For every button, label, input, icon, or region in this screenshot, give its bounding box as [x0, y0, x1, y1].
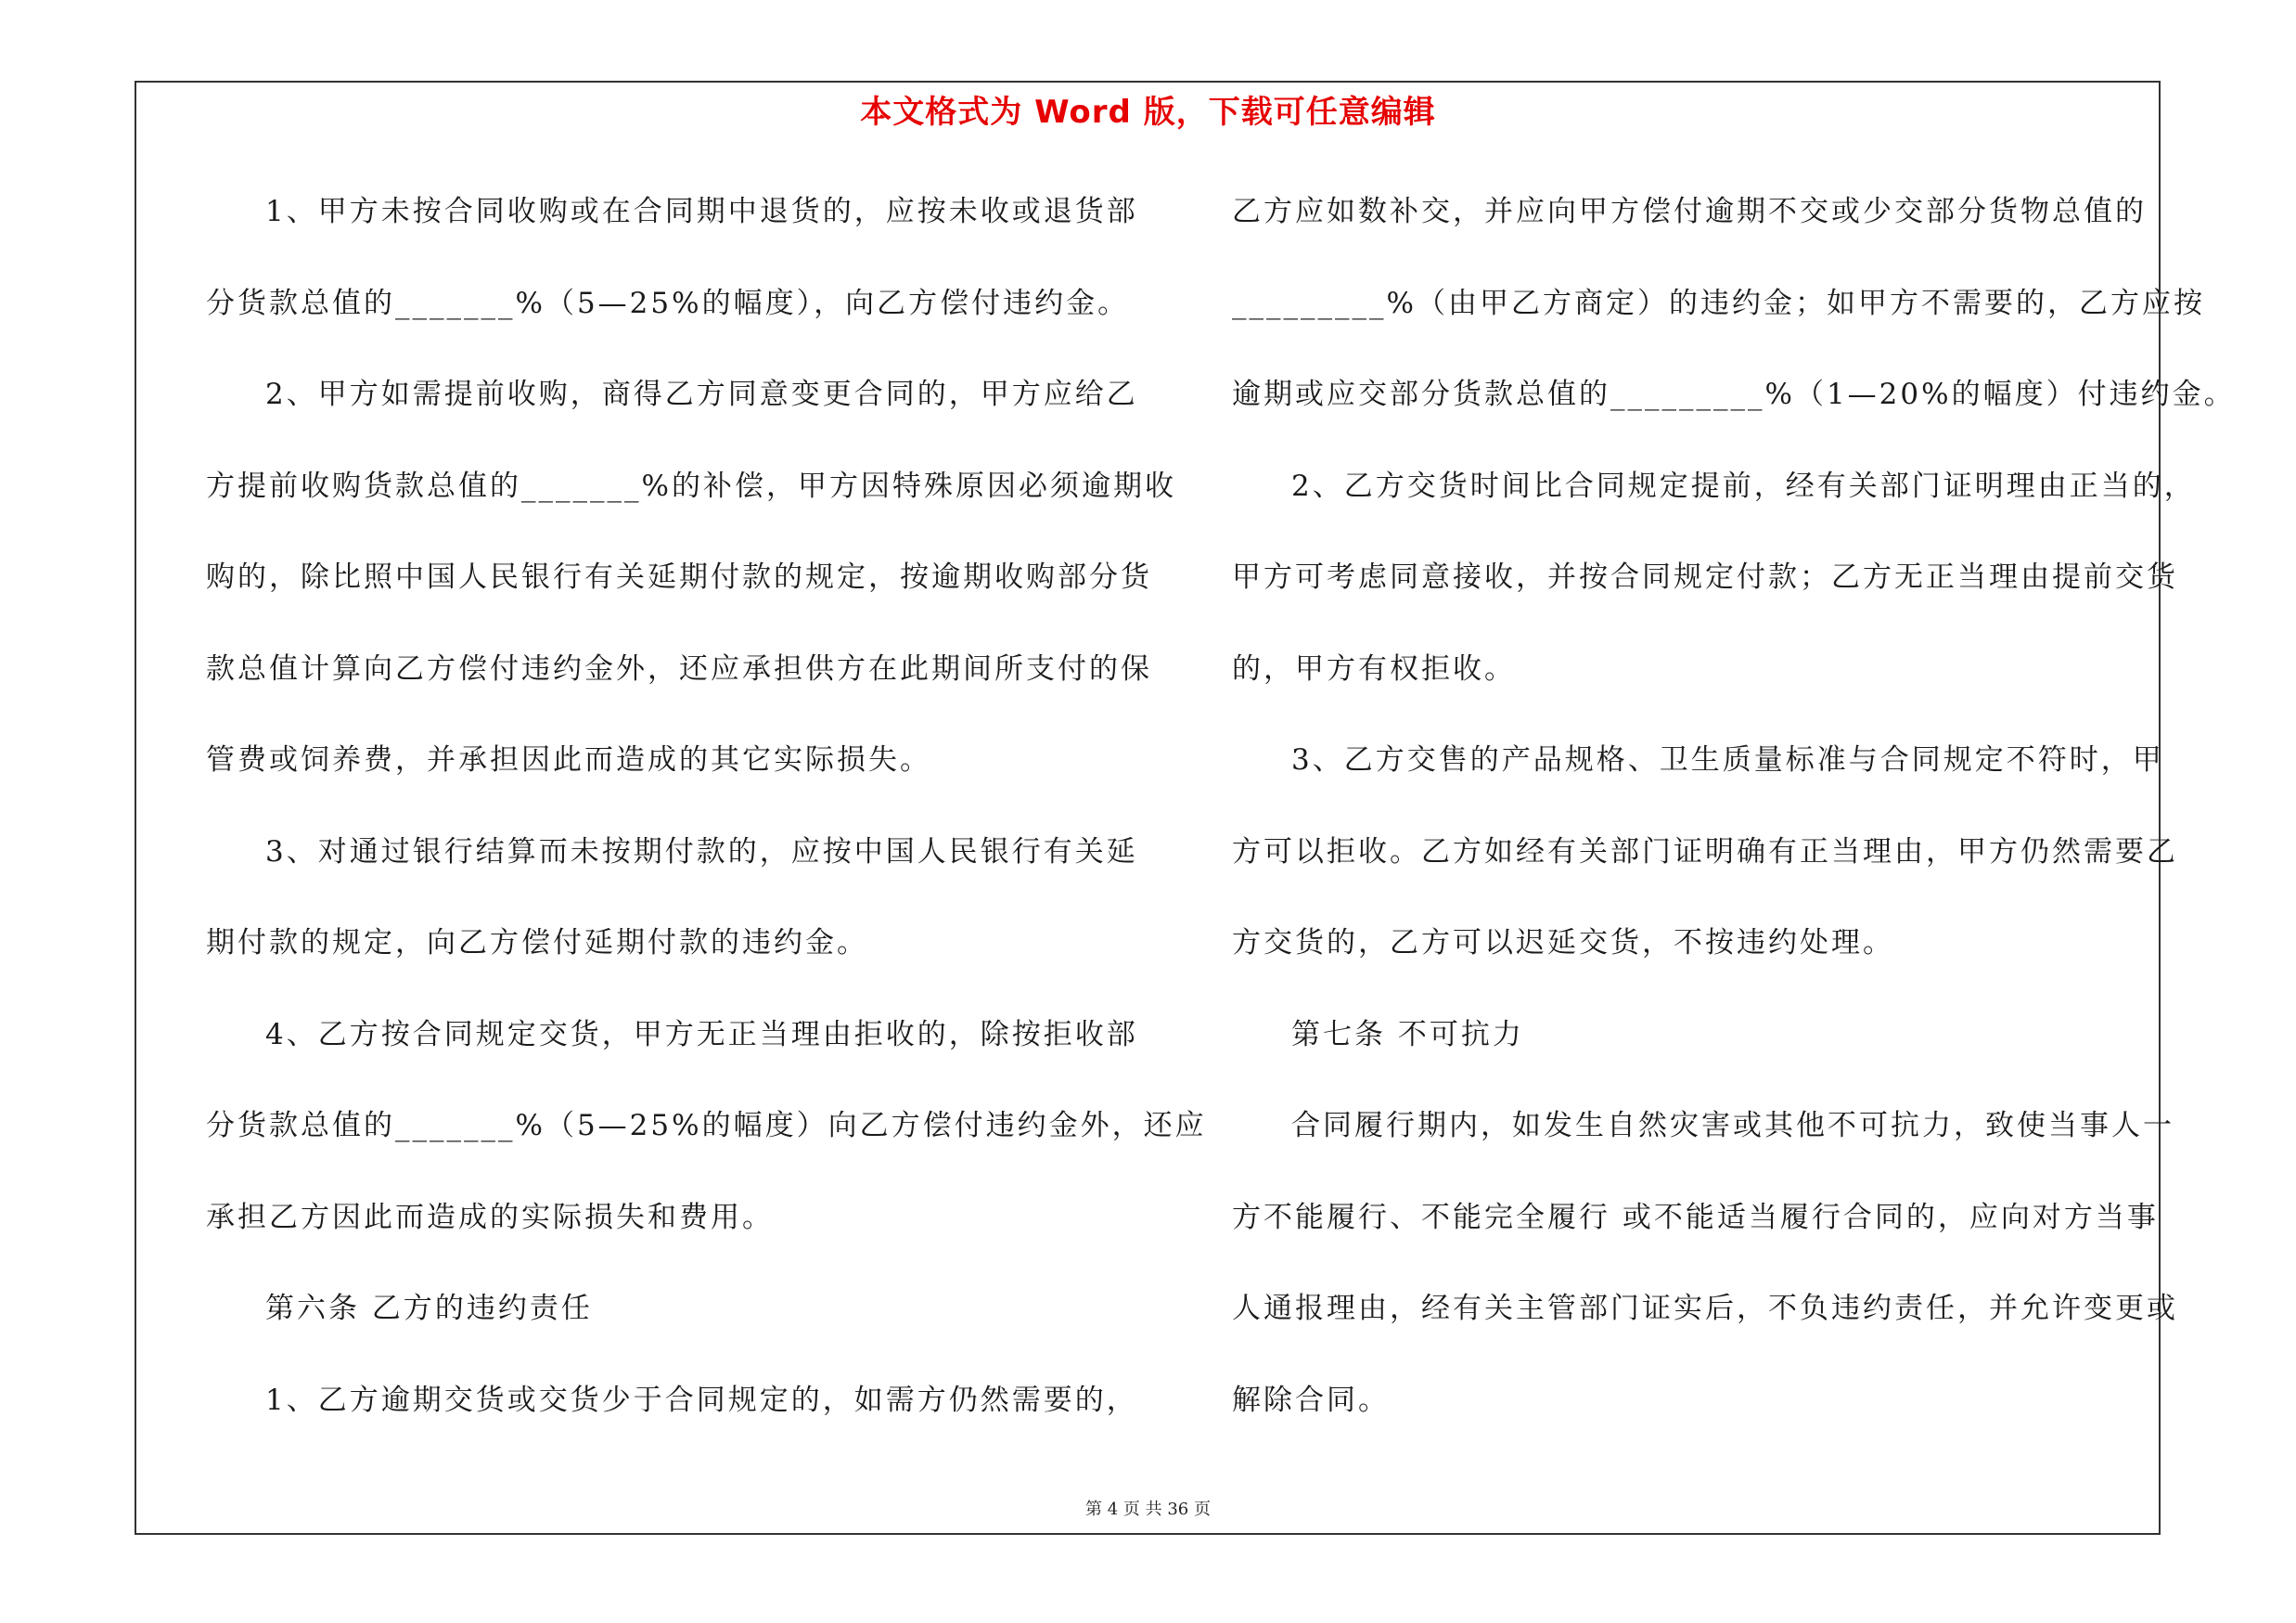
- section-heading: 第六条 乙方的违约责任: [265, 1292, 593, 1325]
- text-line: 2、乙方交货时间比合同规定提前，经有关部门证明理由正当的，: [1291, 469, 2196, 503]
- text-line: 乙方应如数补交，并应向甲方偿付逾期不交或少交部分货物总值的: [1232, 195, 2147, 228]
- text-line: 分货款总值的_______%（5—25%的幅度），向乙方偿付违约金。: [206, 286, 1130, 320]
- left-column: [206, 184, 1207, 1463]
- text-line: 购的，除比照中国人民银行有关延期付款的规定，按逾期收购部分货: [206, 560, 1152, 594]
- text-line: _________%（由甲乙方商定）的违约金；如甲方不需要的，乙方应按: [1232, 286, 2205, 320]
- text-line: 3、乙方交售的产品规格、卫生质量标准与合同规定不符时，甲: [1291, 743, 2164, 777]
- text-line: 方提前收购货款总值的_______%的补偿，甲方因特殊原因必须逾期收: [206, 469, 1176, 503]
- text-line: 管费或饲养费，并承担因此而造成的其它实际损失。: [206, 743, 931, 777]
- section-heading: 第七条 不可抗力: [1291, 1017, 1524, 1051]
- text-line: 3、对通过银行结算而未按期付款的，应按中国人民银行有关延: [265, 834, 1138, 869]
- text-line: 的，甲方有权拒收。: [1232, 651, 1516, 686]
- text-line: 甲方可考虑同意接收，并按合同规定付款；乙方无正当理由提前交货: [1232, 560, 2178, 594]
- text-line: 1、甲方未按合同收购或在合同期中退货的，应按未收或退货部: [265, 195, 1138, 228]
- text-line: 人通报理由，经有关主管部门证实后，不负违约责任，并允许变更或: [1232, 1292, 2178, 1325]
- text-line: 解除合同。: [1232, 1383, 1390, 1417]
- text-line: 期付款的规定，向乙方偿付延期付款的违约金。: [206, 926, 868, 960]
- text-line: 2、甲方如需提前收购，商得乙方同意变更合同的，甲方应给乙: [265, 378, 1138, 411]
- text-line: 4、乙方按合同规定交货，甲方无正当理由拒收的，除按拒收部: [265, 1017, 1138, 1051]
- text-line: 1、乙方逾期交货或交货少于合同规定的，如需方仍然需要的，: [265, 1383, 1138, 1417]
- text-line: 款总值计算向乙方偿付违约金外，还应承担供方在此期间所支付的保: [206, 651, 1152, 686]
- text-line: 方不能履行、不能完全履行 或不能适当履行合同的，应向对方当事: [1232, 1200, 2159, 1234]
- text-line: 分货款总值的_______%（5—25%的幅度）向乙方偿付违约金外，还应: [206, 1109, 1207, 1142]
- text-line: 方交货的，乙方可以迟延交货，不按违约处理。: [1232, 926, 1894, 960]
- text-line: 逾期或应交部分货款总值的_________%（1—20%的幅度）付违约金。: [1232, 378, 2236, 411]
- text-line: 方可以拒收。乙方如经有关部门证明确有正当理由，甲方仍然需要乙: [1232, 834, 2178, 869]
- right-column: [1232, 184, 2236, 1463]
- header-banner: 本文格式为 Word 版，下载可任意编辑: [860, 94, 1436, 131]
- text-line: 承担乙方因此而造成的实际损失和费用。: [206, 1200, 774, 1234]
- page-number: 第 4 页 共 36 页: [1085, 1500, 1211, 1519]
- text-line: 合同履行期内，如发生自然灾害或其他不可抗力，致使当事人一: [1291, 1109, 2174, 1142]
